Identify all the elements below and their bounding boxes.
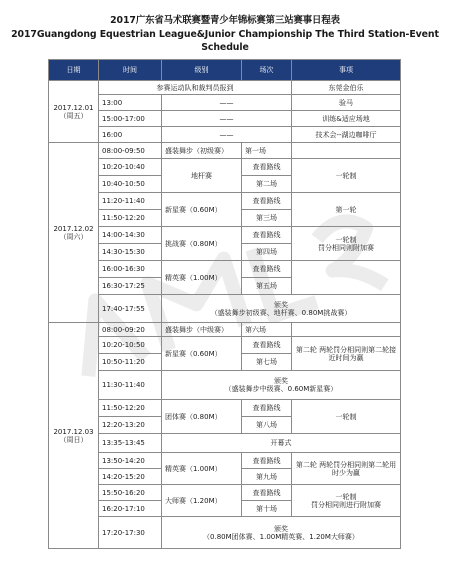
header-level: 级别 [162, 60, 242, 81]
time-cell: 17:20-17:30 [99, 517, 162, 549]
level-cell: 挑战赛（0.80M） [162, 227, 242, 261]
table-row [49, 127, 401, 143]
time-cell: 08:00-09:50 [99, 143, 162, 159]
table-row [49, 111, 401, 127]
time-cell: 14:20-15:20 [99, 469, 162, 485]
item-cell [292, 227, 401, 261]
session-cell: 第三场 [242, 210, 292, 227]
item-cell [292, 485, 401, 517]
item-cell: 技术会--湖边咖啡厅 [292, 127, 401, 143]
item-cell [162, 295, 401, 323]
table-row [49, 261, 401, 278]
time-cell: 08:00-09:20 [99, 323, 162, 337]
level-cell: 精英赛（1.00M） [162, 261, 242, 295]
date-text: 2017.12.03 [53, 427, 94, 436]
session-cell: 查看路线 [242, 337, 292, 354]
item-line: （盛装舞步中级赛、0.60M新星赛） [224, 385, 338, 393]
item-line: 颁奖 [274, 524, 288, 533]
time-cell: 参赛运动队和裁判员报到 [99, 81, 292, 95]
schedule-table [48, 59, 401, 549]
item-cell [292, 323, 401, 337]
session-cell: 第一场 [242, 143, 292, 159]
header-session: 场次 [242, 60, 292, 81]
session-cell: 查看路线 [242, 400, 292, 417]
item-cell: 训练&适应场地 [292, 111, 401, 127]
session-cell: 第六场 [242, 323, 292, 337]
header-item: 事项 [292, 60, 401, 81]
table-row [49, 95, 401, 111]
item-cell: 第二轮 两轮罚分相同则第二轮用时少为赢 [292, 453, 401, 485]
time-cell: 16:00 [99, 127, 162, 143]
time-cell: 17:40-17:55 [99, 295, 162, 323]
item-cell: 开幕式 [162, 434, 401, 453]
time-cell: 15:00-17:00 [99, 111, 162, 127]
date-cell [49, 81, 99, 143]
level-cell: 团体赛（0.80M） [162, 400, 242, 434]
session-cell: 第四场 [242, 244, 292, 261]
level-cell: 盛装舞步（初级赛） [162, 143, 242, 159]
item-cell [162, 517, 401, 549]
time-cell: 11:30-11:40 [99, 371, 162, 400]
time-cell: 10:20-10:40 [99, 159, 162, 176]
item-cell: 东莞金伯乐 [292, 81, 401, 95]
time-cell: 11:50-12:20 [99, 400, 162, 417]
level-cell: —— [162, 111, 292, 127]
table-row [49, 143, 401, 159]
level-cell: —— [162, 95, 292, 111]
session-cell: 第十场 [242, 501, 292, 517]
weekday-text: （周五） [59, 111, 88, 120]
level-cell: 新星赛（0.60M） [162, 337, 242, 371]
item-cell [292, 261, 401, 295]
item-line: 罚分相同则进行附加赛 [311, 500, 381, 509]
item-line: 罚分相同则附加赛 [318, 243, 374, 252]
weekday-text: （周日） [59, 435, 88, 444]
time-cell: 13:00 [99, 95, 162, 111]
table-row [49, 81, 401, 95]
table-row [49, 227, 401, 244]
time-cell: 10:50-11:20 [99, 354, 162, 371]
item-line: 一轮制 [335, 492, 357, 501]
table-header-row [49, 60, 401, 81]
table-row [49, 434, 401, 453]
session-cell: 查看路线 [242, 261, 292, 278]
level-cell: 盛装舞步（中级赛） [162, 323, 242, 337]
session-cell: 第七场 [242, 354, 292, 371]
item-cell: 一轮制 [292, 159, 401, 193]
date-text: 2017.12.01 [53, 103, 94, 112]
session-cell: 查看路线 [242, 453, 292, 469]
time-cell: 14:00-14:30 [99, 227, 162, 244]
item-line: 颁奖 [274, 300, 288, 309]
item-line: 一轮制 [335, 235, 357, 244]
level-cell: 地杆赛 [162, 159, 242, 193]
table-row [49, 453, 401, 469]
time-cell: 16:20-17:10 [99, 501, 162, 517]
time-cell: 11:20-11:40 [99, 193, 162, 210]
session-cell: 第五场 [242, 278, 292, 295]
level-cell: 新星赛（0.60M） [162, 193, 242, 227]
time-cell: 12:20-13:20 [99, 417, 162, 434]
header-time: 时间 [99, 60, 162, 81]
table-row [49, 371, 401, 400]
session-cell: 第九场 [242, 469, 292, 485]
date-text: 2017.12.02 [53, 224, 94, 233]
page-subtitle-english-2: Schedule [201, 42, 249, 53]
table-row [49, 193, 401, 210]
item-line: （盛装舞步初级赛、地杆赛、0.80M挑战赛） [210, 308, 352, 317]
session-cell: 查看路线 [242, 193, 292, 210]
item-line: 颁奖 [274, 377, 288, 385]
item-cell [162, 371, 401, 400]
table-row [49, 323, 401, 337]
item-cell: 验马 [292, 95, 401, 111]
time-cell: 13:50-14:20 [99, 453, 162, 469]
table-row [49, 400, 401, 417]
item-cell: 一轮制 [292, 400, 401, 434]
level-cell: 精英赛（1.00M） [162, 453, 242, 485]
date-cell [49, 323, 99, 549]
page-subtitle-english: 2017Guangdong Equestrian League&Junior Championship The Third Station-Event [11, 29, 439, 40]
item-cell: 第一轮 [292, 193, 401, 227]
session-cell: 查看路线 [242, 227, 292, 244]
time-cell: 10:40-10:50 [99, 176, 162, 193]
date-cell [49, 143, 99, 323]
session-cell: 查看路线 [242, 485, 292, 501]
time-cell: 13:35-13:45 [99, 434, 162, 453]
time-cell: 16:00-16:30 [99, 261, 162, 278]
header-date: 日期 [49, 60, 99, 81]
level-cell: —— [162, 127, 292, 143]
time-cell: 15:50-16:20 [99, 485, 162, 501]
table-row [49, 337, 401, 354]
item-cell [292, 143, 401, 159]
session-cell: 第八场 [242, 417, 292, 434]
time-cell: 11:50-12:20 [99, 210, 162, 227]
level-cell: 大师赛（1.20M） [162, 485, 242, 517]
page-title: 2017广东省马术联赛暨青少年锦标赛第三站赛事日程表 [110, 15, 340, 26]
table-row [49, 485, 401, 501]
time-cell: 16:30-17:25 [99, 278, 162, 295]
table-row [49, 517, 401, 549]
item-cell: 第二轮 两轮罚分相同则第二轮接近时间为赢 [292, 337, 401, 371]
time-cell: 14:30-15:30 [99, 244, 162, 261]
time-cell: 10:20-10:50 [99, 337, 162, 354]
weekday-text: （周六） [59, 232, 88, 241]
item-line: （0.80M团体赛、1.00M精英赛、1.20M大师赛） [203, 532, 359, 541]
table-row [49, 159, 401, 176]
session-cell: 查看路线 [242, 159, 292, 176]
session-cell: 第二场 [242, 176, 292, 193]
table-row [49, 295, 401, 323]
